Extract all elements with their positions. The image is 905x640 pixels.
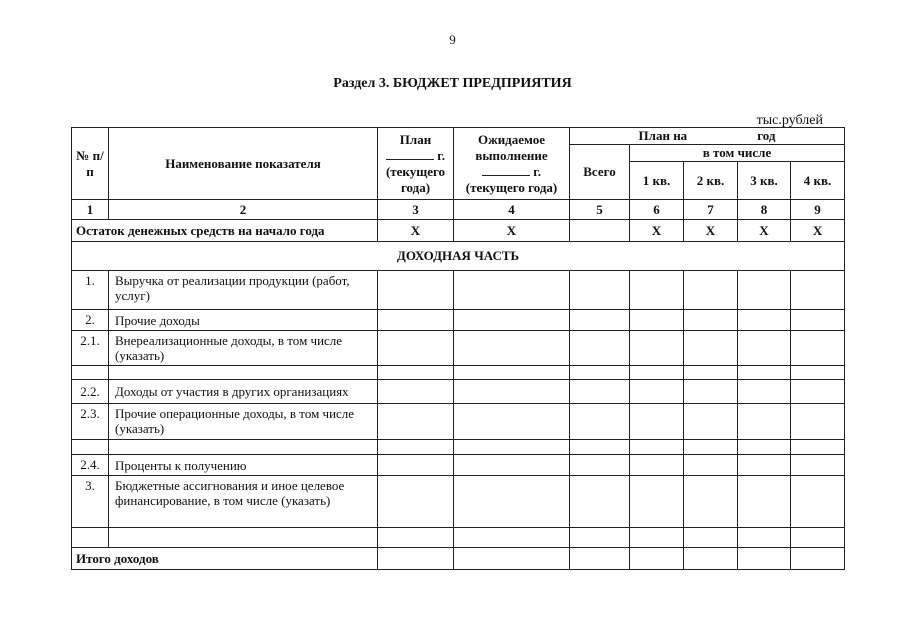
value-cell <box>684 310 738 331</box>
value-cell <box>454 366 570 380</box>
column-numbers-row <box>72 200 845 220</box>
value-cell <box>738 310 791 331</box>
income-section-title: ДОХОДНАЯ ЧАСТЬ <box>72 242 845 271</box>
row-number <box>72 440 109 455</box>
header-expected-line3: (текущего года) <box>465 179 558 195</box>
col-number: 4 <box>454 200 570 220</box>
col-number: 1 <box>72 200 109 220</box>
table-row <box>72 380 845 404</box>
row-label <box>109 528 378 548</box>
total-income-label: Итого доходов <box>72 548 378 570</box>
value-cell <box>738 366 791 380</box>
value-cell <box>570 331 630 366</box>
row-number: 2.1. <box>72 331 109 366</box>
table-row <box>72 404 845 440</box>
value-cell <box>570 528 630 548</box>
col-number: 5 <box>570 200 630 220</box>
row-label: Прочие доходы <box>109 310 378 331</box>
col-number: 8 <box>738 200 791 220</box>
row-label: Бюджетные ассигнования и иное целевое финансирование, в том числе (указать) <box>109 476 378 528</box>
balance-mark: Х <box>454 220 570 242</box>
value-cell <box>378 404 454 440</box>
value-cell <box>684 440 738 455</box>
value-cell <box>738 380 791 404</box>
col-number: 2 <box>109 200 378 220</box>
table-row <box>72 440 845 455</box>
row-number: 2.2. <box>72 380 109 404</box>
balance-mark <box>570 220 630 242</box>
value-cell <box>378 455 454 476</box>
row-label <box>109 366 378 380</box>
value-cell <box>454 404 570 440</box>
value-cell <box>454 331 570 366</box>
budget-table <box>71 127 845 570</box>
value-cell <box>570 380 630 404</box>
value-cell <box>454 528 570 548</box>
value-cell <box>378 380 454 404</box>
income-section-row <box>72 242 845 271</box>
value-cell <box>378 548 454 570</box>
value-cell <box>570 476 630 528</box>
col-number: 3 <box>378 200 454 220</box>
value-cell <box>791 440 845 455</box>
value-cell <box>738 455 791 476</box>
value-cell <box>630 310 684 331</box>
value-cell <box>378 440 454 455</box>
value-cell <box>454 310 570 331</box>
value-cell <box>791 366 845 380</box>
value-cell <box>738 548 791 570</box>
value-cell <box>630 380 684 404</box>
value-cell <box>630 366 684 380</box>
row-label: Внереализационные доходы, в том числе (указать) <box>109 331 378 366</box>
header-name: Наименование показателя <box>109 128 378 200</box>
value-cell <box>791 476 845 528</box>
value-cell <box>684 331 738 366</box>
value-cell <box>791 455 845 476</box>
value-cell <box>378 331 454 366</box>
col-number: 6 <box>630 200 684 220</box>
header-q1: 1 кв. <box>630 162 684 200</box>
row-label: Проценты к получению <box>109 455 378 476</box>
value-cell <box>791 548 845 570</box>
balance-mark: Х <box>738 220 791 242</box>
header-num: № п/п <box>72 128 109 200</box>
value-cell <box>791 331 845 366</box>
value-cell <box>684 528 738 548</box>
value-cell <box>630 271 684 310</box>
value-cell <box>738 440 791 455</box>
value-cell <box>570 271 630 310</box>
value-cell <box>454 440 570 455</box>
value-cell <box>738 271 791 310</box>
value-cell <box>738 404 791 440</box>
balance-row <box>72 220 845 242</box>
value-cell <box>630 548 684 570</box>
balance-label: Остаток денежных средств на начало года <box>72 220 378 242</box>
value-cell <box>454 455 570 476</box>
value-cell <box>791 310 845 331</box>
header-q3: 3 кв. <box>738 162 791 200</box>
value-cell <box>378 271 454 310</box>
header-row-1 <box>72 128 845 145</box>
row-number: 3. <box>72 476 109 528</box>
section-title: Раздел 3. БЮДЖЕТ ПРЕДПРИЯТИЯ <box>333 76 572 91</box>
value-cell <box>570 440 630 455</box>
row-label: Выручка от реализации продукции (работ, услуг) <box>109 271 378 310</box>
row-label <box>109 440 378 455</box>
col-number: 7 <box>684 200 738 220</box>
value-cell <box>791 404 845 440</box>
value-cell <box>570 404 630 440</box>
balance-mark: Х <box>684 220 738 242</box>
table-row <box>72 271 845 310</box>
row-label: Прочие операционные доходы, в том числе (указать) <box>109 404 378 440</box>
value-cell <box>738 476 791 528</box>
header-plan-current-line1: План <box>399 131 432 147</box>
table-row <box>72 455 845 476</box>
value-cell <box>684 548 738 570</box>
table-row <box>72 331 845 366</box>
value-cell <box>684 476 738 528</box>
row-number: 2. <box>72 310 109 331</box>
value-cell <box>378 476 454 528</box>
table-row <box>72 310 845 331</box>
table-row <box>72 366 845 380</box>
header-including: в том числе <box>630 145 845 162</box>
row-number <box>72 528 109 548</box>
value-cell <box>630 331 684 366</box>
value-cell <box>684 366 738 380</box>
col-number: 9 <box>791 200 845 220</box>
value-cell <box>378 528 454 548</box>
header-plan-current-year: г. <box>381 148 450 164</box>
row-number: 1. <box>72 271 109 310</box>
value-cell <box>684 404 738 440</box>
value-cell <box>630 404 684 440</box>
row-label: Доходы от участия в других организациях <box>109 380 378 404</box>
balance-mark: Х <box>630 220 684 242</box>
header-total: Всего <box>570 145 630 200</box>
value-cell <box>378 366 454 380</box>
value-cell <box>570 548 630 570</box>
value-cell <box>684 455 738 476</box>
header-plan-current-line3: (текущего года) <box>385 163 446 195</box>
value-cell <box>684 380 738 404</box>
header-plan-current <box>378 128 454 200</box>
page-number: 9 <box>449 32 456 47</box>
value-cell <box>630 455 684 476</box>
value-cell <box>791 380 845 404</box>
value-cell <box>630 476 684 528</box>
row-number: 2.3. <box>72 404 109 440</box>
table-row <box>72 476 845 528</box>
header-q2: 2 кв. <box>684 162 738 200</box>
header-q4: 4 кв. <box>791 162 845 200</box>
balance-mark: Х <box>791 220 845 242</box>
value-cell <box>791 271 845 310</box>
header-expected <box>454 128 570 200</box>
value-cell <box>630 440 684 455</box>
value-cell <box>570 455 630 476</box>
row-number <box>72 366 109 380</box>
value-cell <box>791 528 845 548</box>
value-cell <box>454 476 570 528</box>
value-cell <box>738 331 791 366</box>
table-row <box>72 528 845 548</box>
value-cell <box>454 271 570 310</box>
value-cell <box>570 366 630 380</box>
value-cell <box>378 310 454 331</box>
header-expected-line1: Ожидаемое выполнение <box>475 131 548 163</box>
total-income-row <box>72 548 845 570</box>
row-number: 2.4. <box>72 455 109 476</box>
value-cell <box>630 528 684 548</box>
value-cell <box>454 380 570 404</box>
balance-mark: Х <box>378 220 454 242</box>
value-cell <box>570 310 630 331</box>
value-cell <box>738 528 791 548</box>
value-cell <box>454 548 570 570</box>
value-cell <box>684 271 738 310</box>
header-plan-on: План на год <box>570 128 845 145</box>
header-expected-year: г. <box>457 164 566 180</box>
units-label: тыс.рублей <box>756 113 823 128</box>
